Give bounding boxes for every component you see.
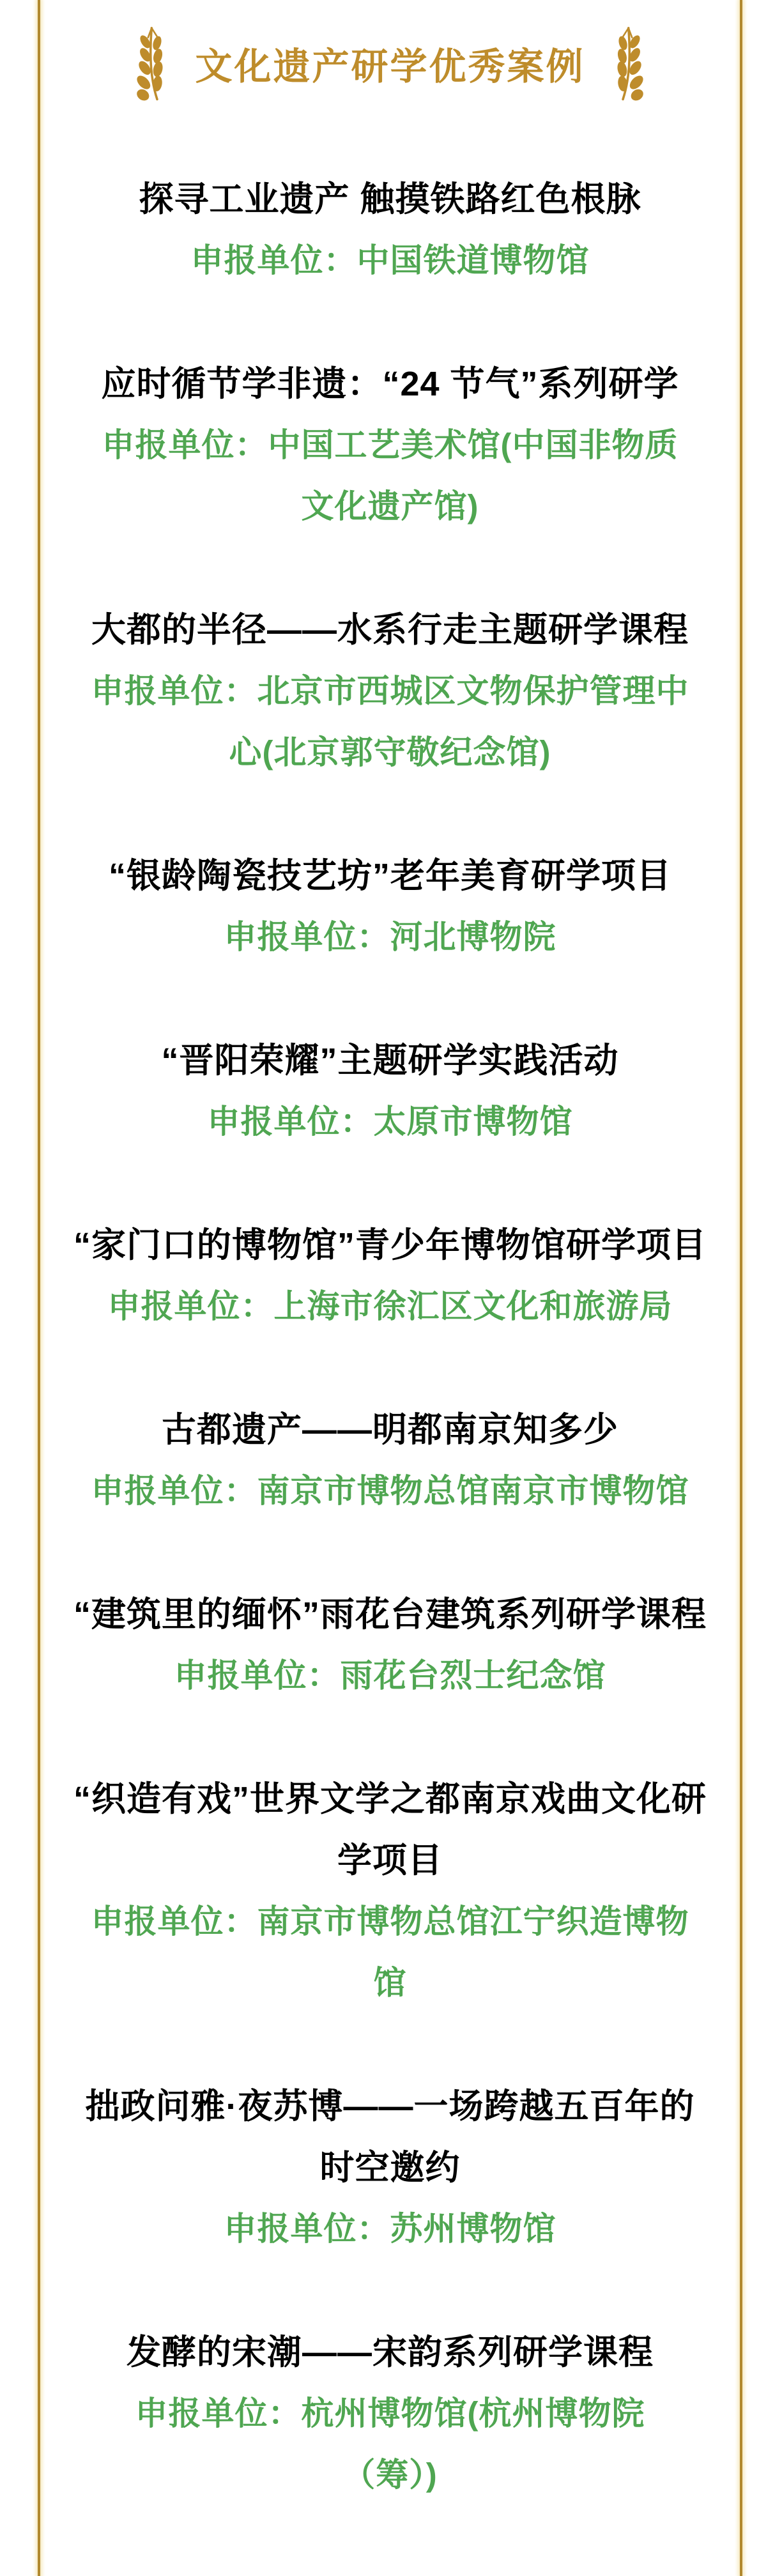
case-entry [40,169,740,291]
case-entry [40,353,740,537]
case-title-line: “银龄陶瓷技艺坊”老年美育研学项目 [109,857,671,895]
case-entry [40,2322,740,2506]
case-unit-line: （筹）) [342,2457,438,2493]
case-title-line: 探寻工业遗产 触摸铁路红色根脉 [139,180,641,218]
case-title-line: 古都遗产——明都南京知多少 [162,1411,618,1449]
case-title-line: 学项目 [337,1841,443,1880]
case-unit-line: 申报单位：中国工艺美术馆(中国非物质 [102,427,678,463]
case-unit-line: 文化遗产馆) [301,488,479,525]
case-title-line: 应时循节学非遗：“24 节气”系列研学 [101,365,679,403]
case-title-line: “家门口的博物馆”青少年博物馆研学项目 [73,1226,707,1264]
case-unit-line: 馆 [373,1965,407,2001]
case-title-line: 拙政问雅·夜苏博——一场跨越五百年的 [85,2087,695,2126]
case-title-line: 大都的半径——水系行走主题研学课程 [91,611,689,649]
case-unit-line: 申报单位：北京市西城区文物保护管理中 [91,673,689,709]
case-unit-line: 申报单位：雨花台烈士纪念馆 [174,1657,606,1694]
case-entry [40,845,740,968]
wheat-ear-icon [127,24,177,103]
case-entry [40,1399,740,1522]
case-unit-line: 申报单位：苏州博物馆 [224,2211,556,2247]
case-unit-line: 申报单位：河北博物院 [224,919,556,955]
case-entry [40,1215,740,1337]
case-title-line: “建筑里的缅怀”雨花台建筑系列研学课程 [73,1595,707,1634]
case-title-line: “晋阳荣耀”主题研学实践活动 [161,1041,619,1080]
case-title-line: 发酵的宋潮——宋韵系列研学课程 [126,2333,654,2372]
poster-content [40,0,740,2576]
case-entry [40,599,740,783]
case-unit-line: 申报单位：上海市徐汇区文化和旅游局 [107,1288,673,1324]
case-entry [40,2076,740,2260]
case-entry [40,1584,740,1706]
case-title-line: “织造有戏”世界文学之都南京戏曲文化研 [73,1780,707,1818]
case-unit-line: 申报单位：南京市博物总馆南京市博物馆 [91,1473,689,1509]
poster-header [40,17,740,110]
case-entry [40,1030,740,1153]
case-unit-line: 申报单位：中国铁道博物馆 [190,242,590,279]
case-unit-line: 申报单位：南京市博物总馆江宁织造博物 [91,1903,689,1940]
case-unit-line: 申报单位：太原市博物馆 [207,1103,573,1140]
page-title: 文化遗产研学优秀案例 [195,46,585,88]
case-title-line: 时空邀约 [319,2149,461,2187]
case-unit-line: 申报单位：杭州博物馆(杭州博物院 [135,2395,645,2432]
case-entry [40,1768,740,2014]
case-unit-line: 心(北京郭守敬纪念馆) [229,734,551,770]
wheat-ear-icon [603,24,653,103]
right-border-line [740,0,742,2576]
case-list [40,169,740,2506]
